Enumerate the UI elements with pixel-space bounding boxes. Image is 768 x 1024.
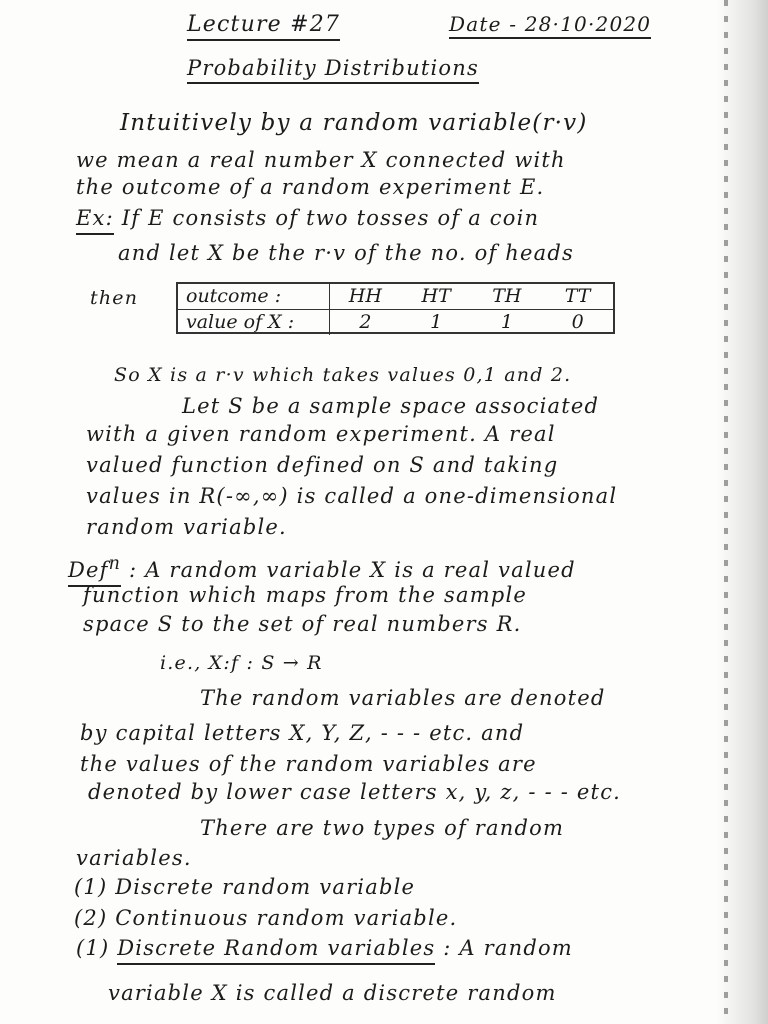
text-line: There are two types of random: [200, 816, 565, 840]
value-label: value of X :: [178, 310, 330, 335]
text-line: Intuitively by a random variable(r·v): [120, 110, 588, 136]
text-line: space S to the set of real numbers R.: [83, 612, 522, 636]
spiral-binding: [724, 0, 728, 1024]
text-line: the values of the random variables are: [80, 752, 537, 776]
text-line: valued function defined on S and taking: [86, 453, 559, 477]
text-line: So X is a r·v which takes values 0,1 and 2.: [114, 364, 572, 386]
value-cell: 1: [430, 311, 443, 333]
text-line: the outcome of a random experiment E.: [76, 175, 545, 199]
text-line: we mean a real number X connected with: [76, 148, 566, 172]
text-line: denoted by lower case letters x, y, z, - - - etc.: [88, 780, 622, 804]
text-line: variable X is called a discrete random: [108, 981, 557, 1005]
outcome-cell: TH: [492, 285, 522, 307]
example-line: [76, 208, 539, 229]
value-cell: 2: [359, 311, 372, 333]
value-cell: 0: [571, 311, 584, 333]
section-heading-line: [76, 938, 573, 959]
value-row: [178, 310, 613, 335]
formula-line: i.e., X:f : S → R: [160, 652, 323, 674]
lecture-date: Date - 28·10·2020: [449, 14, 651, 39]
text-line: The random variables are denoted: [200, 686, 606, 710]
text-line: and let X be the r·v of the no. of heads: [118, 241, 575, 265]
section-heading: Discrete Random variables: [117, 936, 435, 965]
outcome-label: outcome :: [178, 284, 330, 309]
list-item: (2) Continuous random variable.: [74, 906, 458, 930]
text-line: with a given random experiment. A real: [86, 422, 556, 446]
outcome-cell: HH: [348, 285, 382, 307]
outcome-table: [176, 282, 615, 334]
text-line: variables.: [76, 846, 192, 870]
text-line: Let S be a sample space associated: [182, 394, 600, 418]
text-line: function which maps from the sample: [83, 583, 527, 607]
list-item: (1) Discrete random variable: [74, 875, 416, 899]
example-text: If E consists of two tosses of a coin: [113, 206, 540, 230]
definition-line: [68, 556, 576, 581]
topic-title: Probability Distributions: [187, 58, 479, 84]
lecture-number: Lecture #27: [187, 14, 340, 41]
definition-label-mark: n: [108, 554, 122, 574]
example-label: Ex:: [76, 206, 114, 235]
section-number: (1): [76, 936, 118, 960]
section-text: : A random: [435, 936, 573, 960]
definition-text: : A random variable X is a real valued: [121, 558, 576, 582]
definition-label-text: Def: [68, 558, 109, 582]
value-cell: 1: [500, 311, 513, 333]
text-line: values in R(-∞,∞) is called a one-dimensional: [86, 484, 618, 508]
outcome-cell: TT: [564, 285, 591, 307]
text-line: by capital letters X, Y, Z, - - - etc. and: [80, 721, 525, 745]
outcome-row: [178, 284, 613, 310]
outcome-cell: HT: [421, 285, 451, 307]
text-line: random variable.: [86, 515, 287, 539]
then-label: then: [90, 287, 139, 309]
